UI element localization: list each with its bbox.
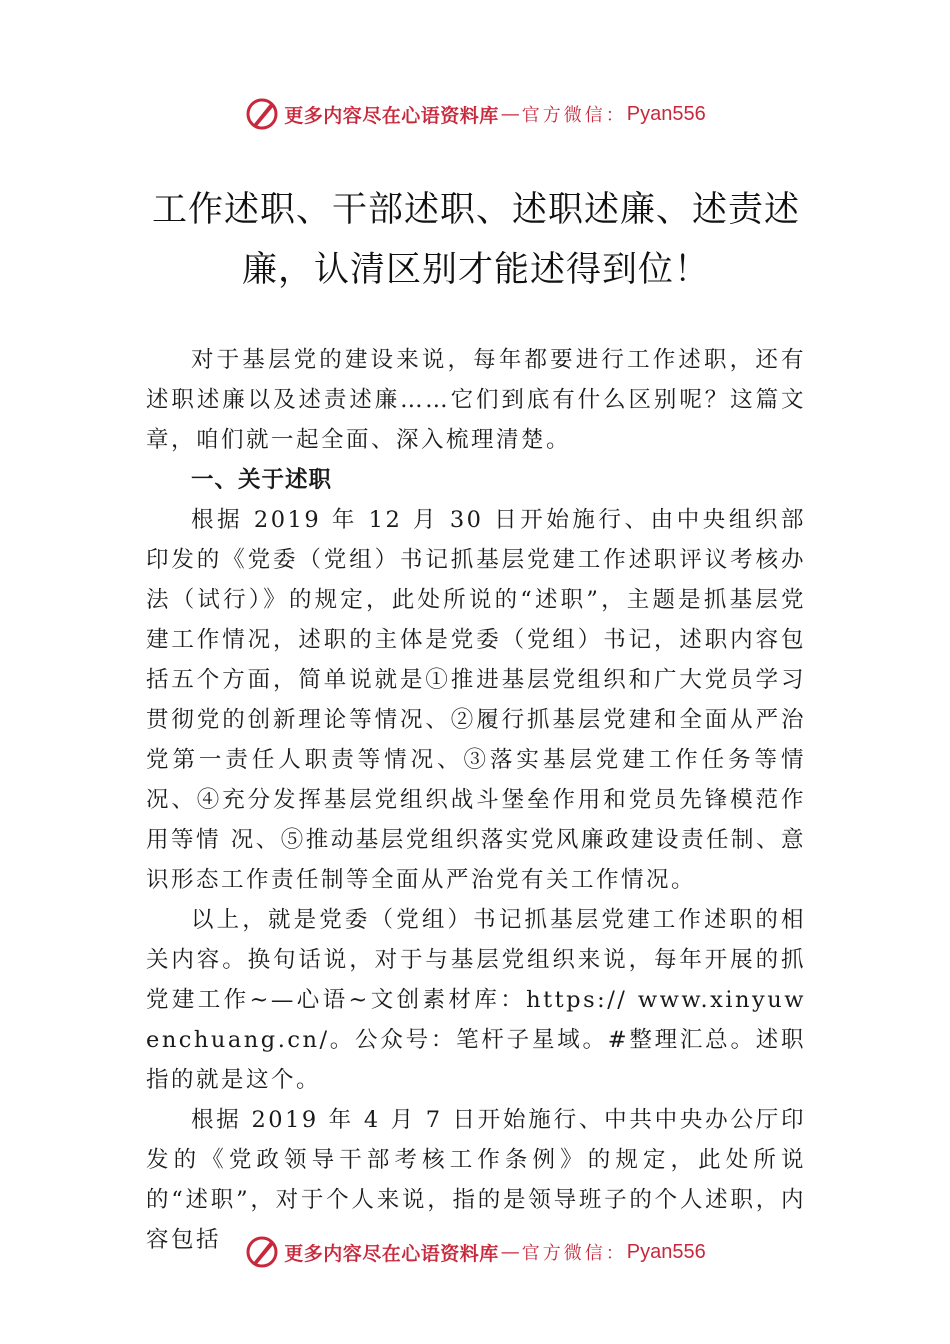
footer-banner	[0, 1232, 950, 1272]
pen-nib-logo-icon	[244, 96, 280, 132]
document-body	[146, 340, 806, 1260]
title-line-2: 廉，认清区别才能述得到位！	[241, 250, 710, 290]
banner-main-text: 更多内容尽在心语资料库	[284, 1242, 499, 1265]
header-banner	[0, 94, 950, 134]
title-line-1: 工作述职、干部述职、述职述廉、述责述	[151, 190, 800, 230]
document-title	[146, 180, 806, 300]
paragraph-4: 根据 2019 年 4 月 7 日开始施行、中共中央办公厅印发的《党政领导干部考核工作条例》的规定，此处所说的“述职”，对于个人来说，指的是领导班子的个人述职，内容包括	[146, 1107, 806, 1253]
banner-wechat-id: Pyan556	[626, 1240, 706, 1263]
banner-dash: —	[500, 1241, 520, 1263]
paragraph-3: 以上，就是党委（党组）书记抓基层党建工作述职的相关内容。换句话说，对于与基层党组织来说，每年开展的抓党建工作~—心语~文创素材库：https:// www.xinyuwenchuang.cn/。公众号：笔杆子星域。#整理汇总。述职指的就是这个。	[146, 907, 806, 1093]
banner-main-text: 更多内容尽在心语资料库	[284, 104, 499, 127]
paragraph-intro: 对于基层党的建设来说，每年都要进行工作述职，还有述职述廉以及述责述廉……它们到底有什么区别呢？这篇文章，咱们就一起全面、深入梳理清楚。	[146, 347, 806, 453]
banner-sub-text: 官方微信：	[521, 105, 627, 126]
paragraph-2: 根据 2019 年 12 月 30 日开始施行、由中央组织部印发的《党委（党组）书记抓基层党建工作述职评议考核办法（试行）》的规定，此处所说的“述职”，主题是抓基层党建工作情况，述职的主体是党委（党组）书记，述职内容包括五个方面，简单说就是①推进基层党组织和广大党员学习贯彻党的创新理论等情况、②履行抓基层党建和全面从严治党第一责任人职责等情况、③落实基层党建工作任务等情况、④充分发挥基层党组织战斗堡垒作用和党员先锋模范作用等情 况、⑤推动基层党组织落实党风廉政建设责任制、意识形态工作责任制等全面从严治党有关工作情况。	[146, 507, 806, 893]
pen-nib-logo-icon	[244, 1234, 280, 1270]
banner-wechat-id: Pyan556	[626, 102, 706, 125]
section-heading: 一、关于述职	[191, 467, 333, 493]
banner-dash: —	[500, 103, 520, 125]
banner-sub-text: 官方微信：	[521, 1243, 627, 1264]
